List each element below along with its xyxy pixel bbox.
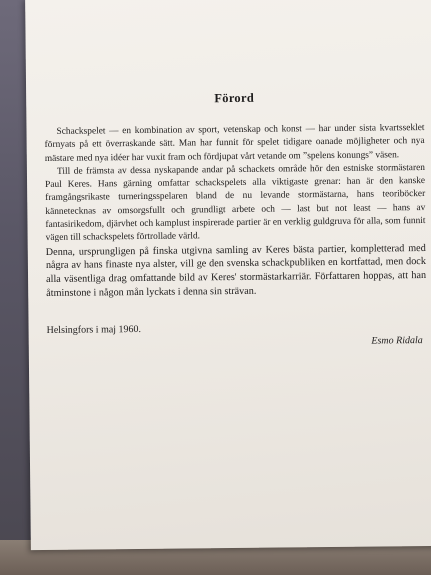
paragraph-1: Schackspelet — en kombination av sport, vetenskap och konst — har under sista kvartsseklet förnyats på ett överraskande sätt. Man har funnit för spelet tidigare oanade möjligheter och nya mästare med nya idéer har vuxit fram och fördjupat vårt vetande om ”spelens konungs” väsen.: [44, 122, 425, 164]
place-date: Helsingfors i maj 1960.: [46, 323, 142, 336]
book-page: [25, 0, 431, 550]
signature-block: [47, 321, 427, 365]
paragraph-2: Till de främsta av dessa nyskapande andar på schackets område hör den estniske stormästaren Paul Keres. Hans gärning omfattar schackspelets alla viktigaste grenar: han är den kanske framgångsrikaste turneringsspelaren bland de nu levande stormästarna, hans teoriböcker kännetecknas av omsorgsfullt och grundligt arbete och — last but not least — hans av fantasirikedom, djärvhet och kamplust inspirerade partier är en verklig guldgruva för alla, som funnit vägen till schackspelets förtrollade värld.: [45, 162, 426, 244]
page-title: Förord: [214, 90, 255, 106]
paragraph-3: Denna, ursprungligen på finska utgivna samling av Keres bästa partier, kompletterad med några av hans finaste nya alster, vill ge den svenska schackpubliken en kortfattad, men dock alla väsentliga drag omfattande bild av Keres' stormästarkarriär. Författaren hoppas, att han åtminstone i någon mån lyckats i denna sin strävan.: [45, 242, 427, 300]
author-signature: Esmo Ridala: [371, 334, 423, 347]
page-content: [44, 89, 427, 365]
